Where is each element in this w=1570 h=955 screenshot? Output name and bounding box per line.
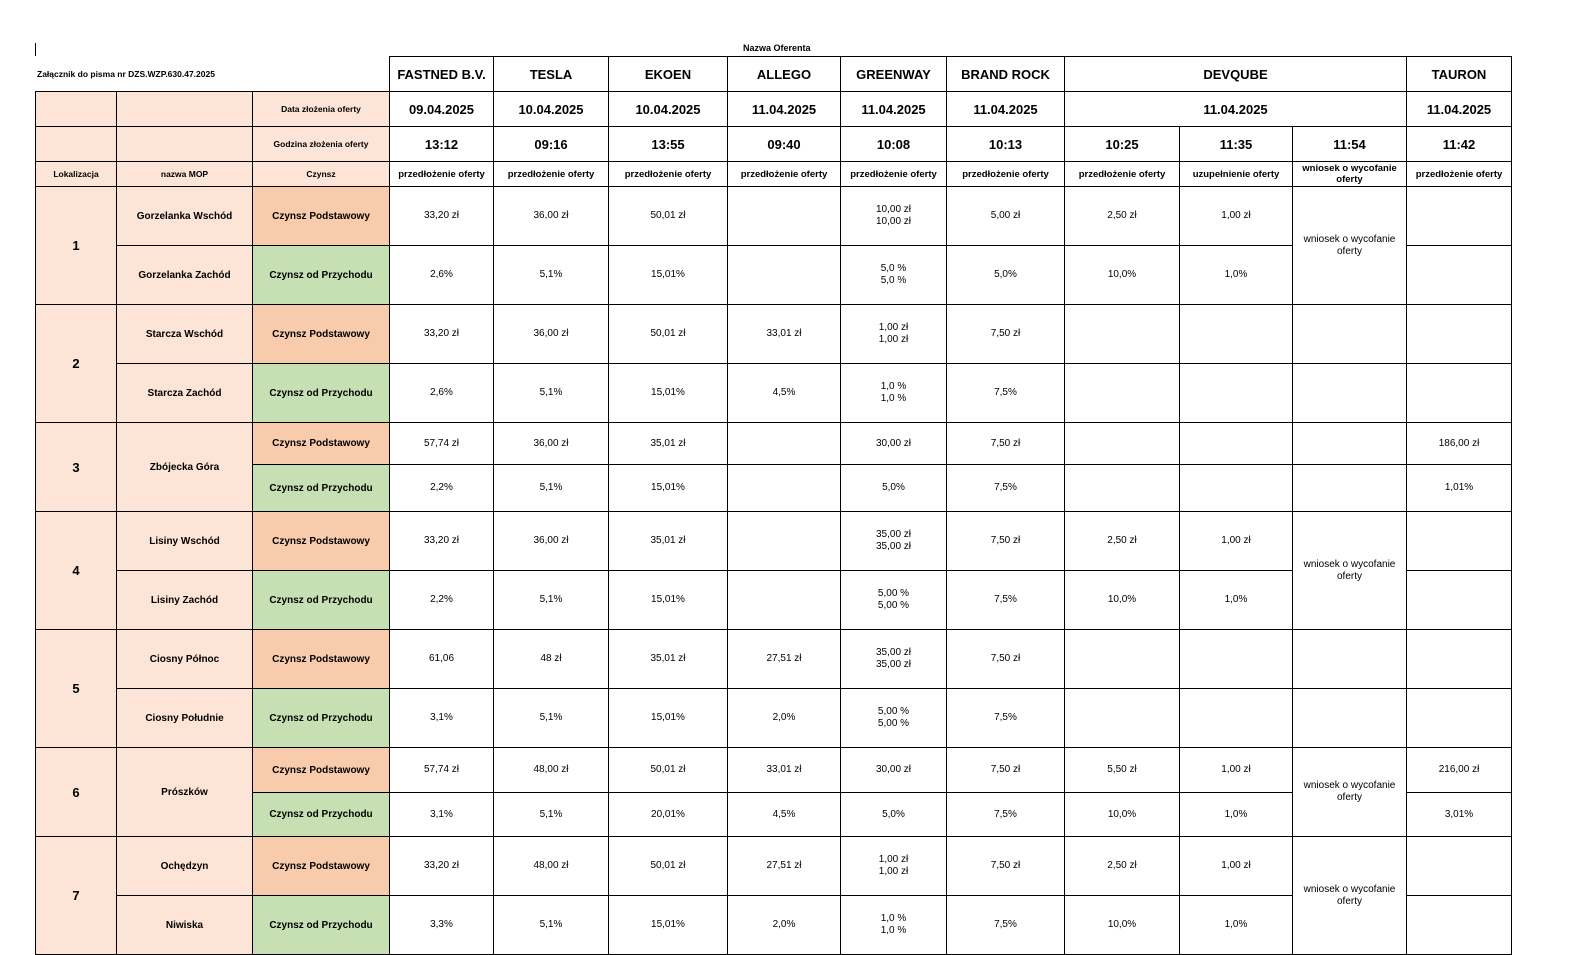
rent-type-base: Czynsz Podstawowy — [253, 187, 390, 246]
table-row — [36, 465, 1512, 512]
offer-value: 5,1% — [494, 465, 609, 512]
col-mop-label: nazwa MOP — [117, 162, 253, 187]
offer-value: 30,00 zł — [841, 748, 947, 793]
offer-value: 186,00 zł — [1407, 423, 1512, 465]
date-label: Data złożenia oferty — [253, 92, 390, 127]
company-header: GREENWAY — [841, 57, 947, 92]
offer-value: 36,00 zł — [494, 305, 609, 364]
offers-table — [35, 56, 1512, 955]
date-row — [36, 92, 1512, 127]
offer-value: 33,01 zł — [728, 748, 841, 793]
company-header: TESLA — [494, 57, 609, 92]
offer-date: 11.04.2025 — [947, 92, 1065, 127]
offer-date: 10.04.2025 — [494, 92, 609, 127]
offer-value: 20,01% — [609, 793, 728, 837]
offer-value: 57,74 zł — [390, 748, 494, 793]
mop-name: Zbójecka Góra — [117, 423, 253, 512]
mop-name: Niwiska — [117, 896, 253, 955]
mop-name: Lisiny Zachód — [117, 571, 253, 630]
rent-type-base: Czynsz Podstawowy — [253, 305, 390, 364]
offer-value — [1180, 305, 1293, 364]
offer-value: 7,50 zł — [947, 512, 1065, 571]
company-header: ALLEGO — [728, 57, 841, 92]
offer-value: 7,5% — [947, 689, 1065, 748]
table-row — [36, 187, 1512, 246]
offer-value: 35,01 zł — [609, 630, 728, 689]
offer-value: 7,50 zł — [947, 837, 1065, 896]
offer-value: 1,00 zł 1,00 zł — [841, 305, 947, 364]
location-number: 3 — [36, 423, 117, 512]
offer-value: 48,00 zł — [494, 748, 609, 793]
offer-date: 11.04.2025 — [841, 92, 947, 127]
offer-value: 3,3% — [390, 896, 494, 955]
offer-value: 7,5% — [947, 793, 1065, 837]
offer-value: 1,00 zł — [1180, 837, 1293, 896]
offer-value: 48,00 zł — [494, 837, 609, 896]
offer-value: 27,51 zł — [728, 837, 841, 896]
offer-value: 5,1% — [494, 689, 609, 748]
location-number: 7 — [36, 837, 117, 955]
offer-value — [1407, 512, 1512, 571]
offer-value: 1,0% — [1180, 896, 1293, 955]
withdrawal-note: wniosek o wycofanie oferty — [1293, 187, 1407, 305]
rent-type-income: Czynsz od Przychodu — [253, 246, 390, 305]
rent-type-income: Czynsz od Przychodu — [253, 689, 390, 748]
offer-value — [1407, 246, 1512, 305]
offer-value: 5,0% — [841, 465, 947, 512]
offer-hour: 13:12 — [390, 127, 494, 162]
offer-value: 36,00 zł — [494, 187, 609, 246]
mop-name: Gorzelanka Zachód — [117, 246, 253, 305]
mop-name: Ciosny Północ — [117, 630, 253, 689]
offer-value: 1,00 zł — [1180, 512, 1293, 571]
offer-value: 10,00 zł 10,00 zł — [841, 187, 947, 246]
offer-value: 3,1% — [390, 689, 494, 748]
offer-value — [1180, 630, 1293, 689]
table-row — [36, 793, 1512, 837]
offer-value — [1407, 364, 1512, 423]
offer-value: 35,01 zł — [609, 423, 728, 465]
offer-value: 15,01% — [609, 364, 728, 423]
offer-value — [1293, 305, 1407, 364]
offer-hour: 10:13 — [947, 127, 1065, 162]
offer-type-label: uzupełnienie oferty — [1180, 162, 1293, 187]
offer-value: 1,00 zł — [1180, 187, 1293, 246]
offer-value — [728, 571, 841, 630]
company-header: DEVQUBE — [1065, 57, 1407, 92]
offer-value: 5,1% — [494, 793, 609, 837]
offer-value: 35,00 zł 35,00 zł — [841, 630, 947, 689]
offer-date: 11.04.2025 — [728, 92, 841, 127]
offer-value — [1407, 187, 1512, 246]
location-number: 4 — [36, 512, 117, 630]
offer-value — [1293, 689, 1407, 748]
offer-type-label: przedłożenie oferty — [1407, 162, 1512, 187]
offer-value: 2,50 zł — [1065, 187, 1180, 246]
offer-type-label: przedłożenie oferty — [609, 162, 728, 187]
offer-type-label: przedłożenie oferty — [494, 162, 609, 187]
location-number: 1 — [36, 187, 117, 305]
offer-value: 7,5% — [947, 364, 1065, 423]
offer-value: 1,0% — [1180, 246, 1293, 305]
table-row — [36, 246, 1512, 305]
mop-name: Starcza Zachód — [117, 364, 253, 423]
offer-date: 09.04.2025 — [390, 92, 494, 127]
offer-value: 1,0% — [1180, 571, 1293, 630]
offer-value: 15,01% — [609, 896, 728, 955]
offer-value: 50,01 zł — [609, 748, 728, 793]
offer-hour: 10:25 — [1065, 127, 1180, 162]
offer-value: 2,50 zł — [1065, 837, 1180, 896]
company-row — [36, 57, 1512, 92]
location-number: 6 — [36, 748, 117, 837]
offer-type-label: przedłożenie oferty — [728, 162, 841, 187]
offer-value: 15,01% — [609, 689, 728, 748]
offer-value: 33,20 zł — [390, 837, 494, 896]
offer-value — [1065, 630, 1180, 689]
offer-value: 50,01 zł — [609, 837, 728, 896]
offer-value: 50,01 zł — [609, 187, 728, 246]
offer-value: 35,00 zł 35,00 zł — [841, 512, 947, 571]
rent-type-income: Czynsz od Przychodu — [253, 793, 390, 837]
offer-type-label: wniosek o wycofanie oferty — [1293, 162, 1407, 187]
offer-hour: 09:16 — [494, 127, 609, 162]
offer-value: 2,2% — [390, 571, 494, 630]
offer-value: 27,51 zł — [728, 630, 841, 689]
offer-value — [1407, 305, 1512, 364]
offer-value: 33,01 zł — [728, 305, 841, 364]
offer-value: 7,5% — [947, 571, 1065, 630]
offer-value — [1065, 465, 1180, 512]
offer-value: 2,6% — [390, 364, 494, 423]
offer-type-label: przedłożenie oferty — [947, 162, 1065, 187]
offer-value: 7,5% — [947, 465, 1065, 512]
rent-type-base: Czynsz Podstawowy — [253, 423, 390, 465]
offer-value — [1293, 364, 1407, 423]
table-row — [36, 305, 1512, 364]
table-row — [36, 571, 1512, 630]
rent-type-base: Czynsz Podstawowy — [253, 748, 390, 793]
offer-value — [1407, 837, 1512, 896]
offer-value: 10,0% — [1065, 896, 1180, 955]
company-header: EKOEN — [609, 57, 728, 92]
rent-type-income: Czynsz od Przychodu — [253, 896, 390, 955]
offer-value: 2,2% — [390, 465, 494, 512]
offer-value: 5,1% — [494, 896, 609, 955]
attachment-reference: Załącznik do pisma nr DZS.WZP.630.47.2025 — [37, 69, 215, 79]
withdrawal-note: wniosek o wycofanie oferty — [1293, 512, 1407, 630]
table-row — [36, 748, 1512, 793]
offer-value: 1,0% — [1180, 793, 1293, 837]
offer-value — [1293, 630, 1407, 689]
offer-value: 2,50 zł — [1065, 512, 1180, 571]
offer-value: 50,01 zł — [609, 305, 728, 364]
table-row — [36, 512, 1512, 571]
offer-hour: 10:08 — [841, 127, 947, 162]
offer-date: 11.04.2025 — [1407, 92, 1512, 127]
col-rent-label: Czynsz — [253, 162, 390, 187]
offer-value — [1293, 465, 1407, 512]
offer-hour: 13:55 — [609, 127, 728, 162]
mop-name: Prószków — [117, 748, 253, 837]
offer-value: 1,0 % 1,0 % — [841, 896, 947, 955]
offer-value: 5,1% — [494, 571, 609, 630]
offer-value: 5,0 % 5,0 % — [841, 246, 947, 305]
offer-value: 2,0% — [728, 689, 841, 748]
offer-value: 7,50 zł — [947, 748, 1065, 793]
offer-value — [1293, 423, 1407, 465]
offer-value: 7,50 zł — [947, 423, 1065, 465]
withdrawal-note: wniosek o wycofanie oferty — [1293, 837, 1407, 955]
offer-value: 30,00 zł — [841, 423, 947, 465]
company-header: TAURON — [1407, 57, 1512, 92]
offer-value: 5,00 zł — [947, 187, 1065, 246]
offer-value: 15,01% — [609, 246, 728, 305]
company-header: BRAND ROCK — [947, 57, 1065, 92]
table-row — [36, 630, 1512, 689]
offer-value: 1,01% — [1407, 465, 1512, 512]
offer-value: 4,5% — [728, 364, 841, 423]
offer-hour: 11:35 — [1180, 127, 1293, 162]
offer-value: 10,0% — [1065, 246, 1180, 305]
offer-value — [1180, 465, 1293, 512]
offer-value: 2,6% — [390, 246, 494, 305]
location-number: 2 — [36, 305, 117, 423]
offer-value: 48 zł — [494, 630, 609, 689]
location-number: 5 — [36, 630, 117, 748]
offer-value: 33,20 zł — [390, 512, 494, 571]
offer-value: 5,1% — [494, 364, 609, 423]
rent-type-base: Czynsz Podstawowy — [253, 512, 390, 571]
offer-value — [728, 187, 841, 246]
offer-value — [1065, 364, 1180, 423]
offer-value: 1,00 zł — [1180, 748, 1293, 793]
offer-value — [728, 246, 841, 305]
bidder-name-caption: Nazwa Oferenta — [743, 43, 811, 53]
offer-value: 5,50 zł — [1065, 748, 1180, 793]
offer-value: 2,0% — [728, 896, 841, 955]
column-label-row — [36, 162, 1512, 187]
offer-value: 57,74 zł — [390, 423, 494, 465]
table-row — [36, 689, 1512, 748]
offer-hour: 11:42 — [1407, 127, 1512, 162]
mop-name: Ochędzyn — [117, 837, 253, 896]
offer-date: 11.04.2025 — [1065, 92, 1407, 127]
rent-type-income: Czynsz od Przychodu — [253, 465, 390, 512]
text-cursor — [35, 43, 36, 56]
offer-value — [1407, 630, 1512, 689]
rent-type-base: Czynsz Podstawowy — [253, 837, 390, 896]
withdrawal-note: wniosek o wycofanie oferty — [1293, 748, 1407, 837]
offer-type-label: przedłożenie oferty — [1065, 162, 1180, 187]
offer-value: 3,1% — [390, 793, 494, 837]
offer-value — [1407, 689, 1512, 748]
rent-type-income: Czynsz od Przychodu — [253, 571, 390, 630]
offer-value — [1407, 571, 1512, 630]
offer-value: 5,00 % 5,00 % — [841, 689, 947, 748]
offer-value: 1,0 % 1,0 % — [841, 364, 947, 423]
col-location-label: Lokalizacja — [36, 162, 117, 187]
mop-name: Starcza Wschód — [117, 305, 253, 364]
offer-value: 3,01% — [1407, 793, 1512, 837]
offer-value — [1180, 364, 1293, 423]
offer-value: 35,01 zł — [609, 512, 728, 571]
offer-value — [1180, 689, 1293, 748]
offer-value: 7,5% — [947, 896, 1065, 955]
offer-value — [1065, 689, 1180, 748]
table-row — [36, 896, 1512, 955]
offer-value: 7,50 zł — [947, 630, 1065, 689]
offer-value: 15,01% — [609, 465, 728, 512]
offer-value: 5,00 % 5,00 % — [841, 571, 947, 630]
offer-type-label: przedłożenie oferty — [390, 162, 494, 187]
offer-hour: 11:54 — [1293, 127, 1407, 162]
hour-row — [36, 127, 1512, 162]
offer-value — [728, 423, 841, 465]
offer-value: 216,00 zł — [1407, 748, 1512, 793]
offer-value — [728, 465, 841, 512]
offer-value: 1,00 zł 1,00 zł — [841, 837, 947, 896]
rent-type-income: Czynsz od Przychodu — [253, 364, 390, 423]
hour-label: Godzina złożenia oferty — [253, 127, 390, 162]
mop-name: Gorzelanka Wschód — [117, 187, 253, 246]
mop-name: Ciosny Południe — [117, 689, 253, 748]
offer-value: 61,06 — [390, 630, 494, 689]
offer-type-label: przedłożenie oferty — [841, 162, 947, 187]
offer-date: 10.04.2025 — [609, 92, 728, 127]
offer-value: 33,20 zł — [390, 305, 494, 364]
rent-type-base: Czynsz Podstawowy — [253, 630, 390, 689]
offer-value: 10,0% — [1065, 571, 1180, 630]
offer-value — [1065, 305, 1180, 364]
table-row — [36, 423, 1512, 465]
offer-value — [1065, 423, 1180, 465]
offer-value: 36,00 zł — [494, 512, 609, 571]
table-row — [36, 364, 1512, 423]
mop-name: Lisiny Wschód — [117, 512, 253, 571]
offer-value: 5,0% — [947, 246, 1065, 305]
offer-value: 33,20 zł — [390, 187, 494, 246]
company-header: FASTNED B.V. — [390, 57, 494, 92]
offer-value — [1407, 896, 1512, 955]
offer-value: 5,1% — [494, 246, 609, 305]
table-row — [36, 837, 1512, 896]
offer-value: 36,00 zł — [494, 423, 609, 465]
offer-value: 7,50 zł — [947, 305, 1065, 364]
offer-value: 10,0% — [1065, 793, 1180, 837]
offer-value — [728, 512, 841, 571]
offer-value: 15,01% — [609, 571, 728, 630]
offer-value: 5,0% — [841, 793, 947, 837]
offer-value: 4,5% — [728, 793, 841, 837]
offer-value — [1180, 423, 1293, 465]
offer-hour: 09:40 — [728, 127, 841, 162]
